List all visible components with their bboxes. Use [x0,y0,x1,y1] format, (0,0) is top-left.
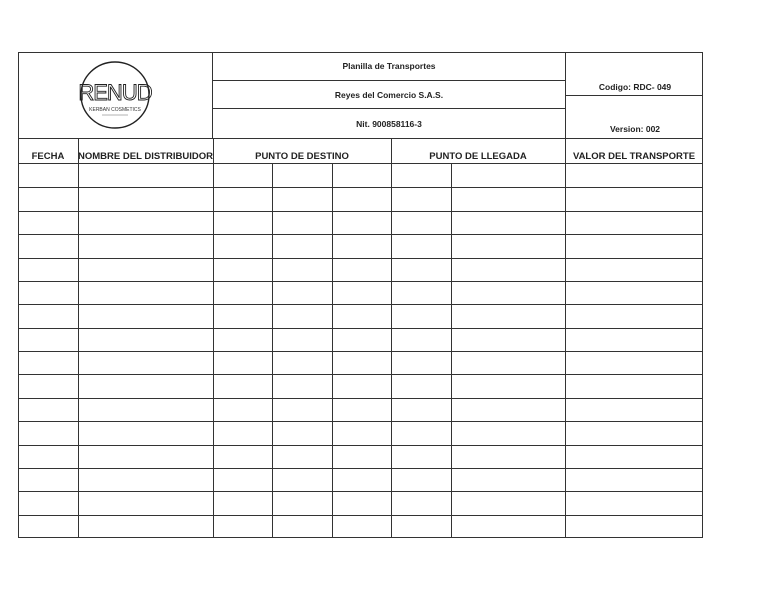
transport-form [18,52,703,538]
column-header-distribuidor: NOMBRE DEL DISTRIBUIDOR [78,151,213,162]
logo-subtitle: KERBAN COSMETICS [89,107,141,113]
form-title: Planilla de Transportes [213,52,565,81]
column-header-destino: PUNTO DE DESTINO [255,151,349,162]
column-header-llegada: PUNTO DE LLEGADA [429,151,527,162]
company-name: Reyes del Comercio S.A.S. [213,81,565,109]
column-header-valor: VALOR DEL TRANSPORTE [572,151,696,162]
logo-brand: RENUD [78,80,152,105]
company-nit: Nit. 900858116-3 [356,118,422,129]
column-header-fecha: FECHA [31,151,65,162]
table-grid [18,52,703,538]
document-version: Version: 002 [609,124,661,134]
document-code: Codigo: RDC- 049 [598,82,672,92]
